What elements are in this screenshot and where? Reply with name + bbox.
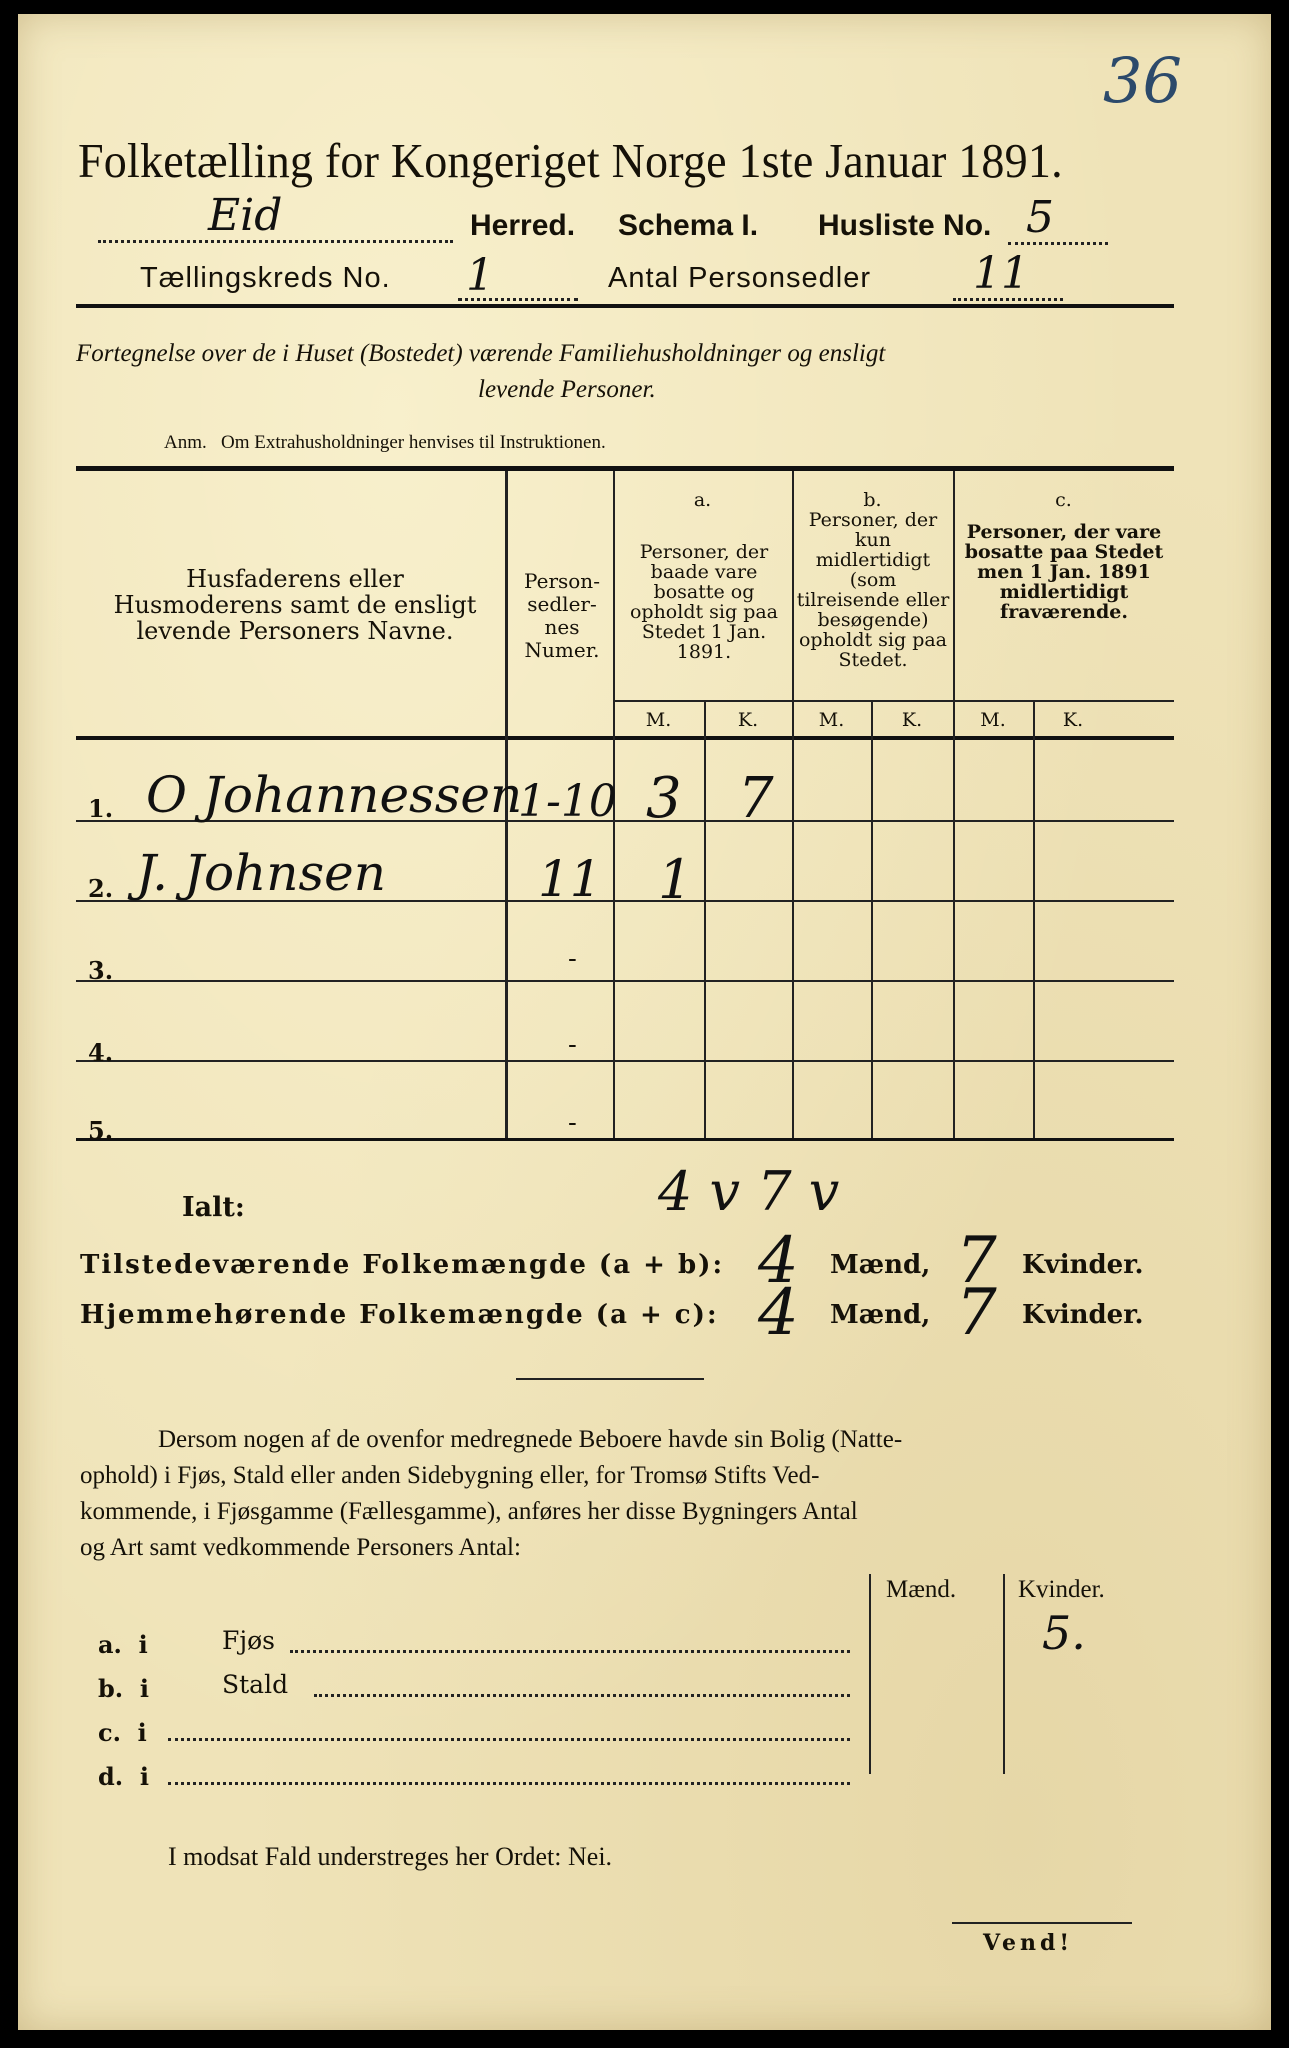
herred-value: Eid	[208, 190, 283, 241]
hjemme-kvinder: 7	[956, 1276, 997, 1350]
building-row-b-line	[314, 1684, 850, 1697]
col-a-letter: a.	[693, 489, 712, 511]
page-number-mark: 36	[1103, 44, 1182, 117]
sub-m-a: M.	[645, 709, 672, 731]
tilstede-kvinder: 7	[956, 1224, 997, 1298]
col-num-header: Person-sedler-nes Numer.	[524, 569, 600, 662]
row-2-a-m: 1	[658, 848, 693, 911]
row-1-a-k: 7	[738, 766, 774, 831]
mk-rule	[613, 700, 1174, 702]
form-title: Folketælling for Kongeriget Norge 1ste Januar 1891.	[78, 133, 1063, 188]
herred-label: Herred.	[470, 209, 576, 242]
building-row-c-line	[168, 1728, 850, 1741]
anm-note: Anm. Om Extrahusholdninger henvises til Instruktionen.	[164, 432, 606, 453]
row-5-sedler: -	[568, 1108, 577, 1138]
antal-label: Antal Personsedler	[608, 262, 872, 294]
col-names-header: Husfaderens eller Husmoderens samt de ensligt levende Personers Navne.	[113, 565, 477, 645]
row-rule	[76, 980, 1174, 982]
schema-label: Schema I.	[618, 209, 759, 242]
tilstede-kvinder-label: Kvinder.	[1022, 1250, 1144, 1280]
kreds-field	[458, 250, 578, 301]
sub-m-c: M.	[980, 709, 1006, 731]
row-1-a-m: 3	[646, 766, 682, 831]
husliste-value: 5	[1026, 192, 1054, 243]
section-divider	[516, 1378, 704, 1380]
table-top-rule	[76, 466, 1174, 471]
row-2-sedler: 11	[538, 850, 602, 908]
header-rule	[76, 304, 1174, 308]
row-1-number: 1.	[88, 794, 114, 823]
sub-m-b: M.	[818, 709, 845, 731]
kreds-label: Tællingskreds No.	[140, 262, 391, 294]
col-divider	[792, 471, 794, 1138]
census-form-page	[18, 14, 1271, 2030]
husliste-label: Husliste No.	[818, 209, 992, 242]
row-5-number: 5.	[88, 1116, 114, 1145]
row-4-sedler: -	[568, 1030, 577, 1060]
building-row-a-letter: a. i	[98, 1630, 148, 1659]
col-b-letter: b.	[863, 489, 882, 511]
buildings-col-divider	[869, 1574, 871, 1774]
hjemme-maend: 4	[758, 1276, 799, 1350]
modsat-note: I modsat Fald understreges her Ordet: Nei.	[168, 1842, 613, 1871]
sub-k-c: K.	[1062, 709, 1084, 731]
buildings-col-divider	[1003, 1574, 1005, 1774]
buildings-kvinder-head: Kvinder.	[1018, 1576, 1105, 1603]
intro-line-1: Fortegnelse over de i Huset (Bostedet) værende Familiehusholdninger og ensligt	[76, 340, 886, 367]
col-divider	[953, 471, 955, 1138]
table-header-rule	[76, 736, 1174, 740]
intro-line-2: levende Personer.	[478, 376, 656, 403]
row-1-sedler: 1-10	[518, 776, 617, 827]
herred-field	[98, 190, 453, 243]
col-c-header: Personer, der vare bosatte paa Stedet men 1 Jan. 1891 midlertidigt fraværende.	[964, 521, 1164, 623]
row-3-number: 3.	[88, 956, 114, 985]
kreds-value: 1	[466, 250, 494, 301]
col-divider	[704, 702, 706, 1138]
building-row-a-line	[290, 1640, 850, 1653]
col-b-header: Personer, der kun midlertidigt (som tilreisende eller besøgende) opholdt sig paa Stedet.	[796, 509, 950, 671]
building-row-b-label: Stald	[222, 1670, 289, 1699]
col-divider	[1033, 702, 1035, 1138]
hjemme-maend-label: Mænd,	[830, 1300, 931, 1330]
vend-rule	[952, 1922, 1132, 1924]
tilstede-maend: 4	[758, 1224, 799, 1298]
buildings-para-3: kommende, i Fjøsgamme (Fællesgamme), anføres her disse Bygningers Antal	[80, 1498, 858, 1525]
ialt-value: 4 v 7 v	[658, 1160, 840, 1223]
col-divider	[871, 702, 873, 1138]
building-row-a-label: Fjøs	[222, 1626, 275, 1655]
sub-k-a: K.	[737, 709, 759, 731]
buildings-maend-head: Mænd.	[886, 1576, 957, 1603]
building-row-d-line	[168, 1772, 850, 1785]
table-bottom-rule	[76, 1138, 1174, 1141]
hjemme-label: Hjemmehørende Folkemængde (a + c):	[80, 1300, 719, 1330]
row-2-name: J. Johnsen	[136, 844, 386, 902]
row-4-number: 4.	[88, 1038, 114, 1067]
row-1-name: O Johannessen	[146, 766, 523, 824]
antal-value: 11	[973, 248, 1029, 299]
buildings-kvinder-value: 5.	[1042, 1606, 1086, 1660]
vend-label: Vend!	[983, 1930, 1074, 1956]
buildings-para-1: Dersom nogen af de ovenfor medregnede Beboere havde sin Bolig (Natte-	[158, 1426, 903, 1453]
buildings-para-2: ophold) i Fjøs, Stald eller anden Sidebygning eller, for Tromsø Stifts Ved-	[80, 1462, 820, 1489]
building-row-d-letter: d. i	[98, 1762, 149, 1791]
row-3-sedler: -	[568, 944, 577, 974]
buildings-para-4: og Art samt vedkommende Personers Antal:	[80, 1534, 521, 1561]
building-row-b-letter: b. i	[98, 1674, 149, 1703]
building-row-c-letter: c. i	[98, 1718, 147, 1747]
tilstede-label: Tilstedeværende Folkemængde (a + b):	[80, 1250, 725, 1280]
sub-k-b: K.	[901, 709, 923, 731]
tilstede-maend-label: Mænd,	[830, 1250, 931, 1280]
ialt-label: Ialt:	[182, 1192, 245, 1223]
hjemme-kvinder-label: Kvinder.	[1022, 1300, 1144, 1330]
husliste-field	[1008, 192, 1108, 245]
antal-field	[953, 248, 1063, 301]
row-2-number: 2.	[88, 874, 114, 903]
col-a-header: Personer, der baade vare bosatte og opholdt sig paa Stedet 1 Jan. 1891.	[629, 541, 779, 663]
row-rule	[76, 1060, 1174, 1062]
col-c-letter: c.	[1055, 489, 1072, 511]
